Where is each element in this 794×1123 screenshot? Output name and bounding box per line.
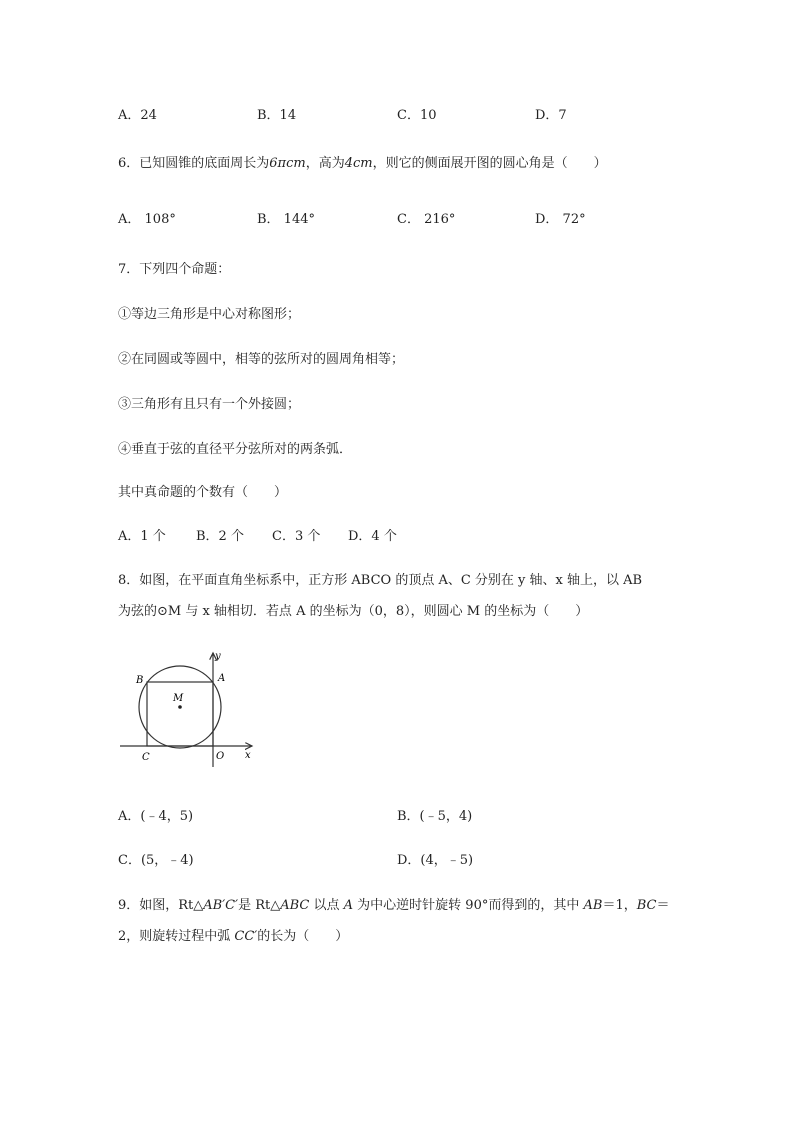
q9-stem-line-1 [118,894,669,913]
q9-math-arc: CC′ [234,929,258,944]
q5-option-d[interactable]: D．7 [535,108,567,123]
q8-stem-line-1: 8．如图，在平面直角坐标系中，正方形 ABCO 的顶点 A、C 分别在 y 轴、x 轴上，以 AB [118,573,643,588]
q9-text-4: 为中心逆时针旋转 90°而得到的，其中 [353,898,584,913]
q6-option-b[interactable]: B． 144° [257,212,315,227]
q5-option-b[interactable]: B．14 [257,108,297,123]
q7-item-1: ①等边三角形是中心对称图形； [118,307,301,322]
q8-option-a[interactable]: A．(﹣4，5) [118,809,194,824]
q9-text-5: ＝1， [602,898,637,913]
q9-text-3: 以点 [309,898,344,913]
q7-stem: 7．下列四个命题： [118,262,231,277]
label-a: A [218,673,226,684]
q6-text-2: ，高为 [305,156,345,171]
q8-figure [118,645,263,770]
q9-math-triangle-prime: AB′C′ [203,898,239,913]
q5-option-a[interactable]: A．24 [118,108,157,123]
q9-math-bc: BC [636,898,657,913]
q9-text-7: 2，则旋转过程中弧 [118,929,235,944]
q6-text-3: ，则它的侧面展开图的圆心角是（ ） [372,156,607,171]
q9-text-1: 9．如图，Rt△ [118,898,204,913]
label-b: B [136,675,144,686]
q7-item-4: ④垂直于弦的直径平分弦所对的两条弧． [118,442,353,457]
q9-math-triangle: ABC [280,898,310,913]
q6-stem [118,152,607,171]
q7-item-2: ②在同圆或等圆中，相等的弦所对的圆周角相等； [118,352,405,367]
q9-text-6: ＝ [656,898,670,913]
q5-option-c[interactable]: C．10 [397,108,437,123]
q7-option-a[interactable]: A．1 个 [118,529,166,544]
q8-option-c[interactable]: C．(5，﹣4) [118,853,194,868]
q6-option-d[interactable]: D． 72° [535,212,586,227]
label-c: C [142,752,150,763]
q7-option-b[interactable]: B．2 个 [196,529,244,544]
q7-item-3: ③三角形有且只有一个外接圆； [118,397,301,412]
q6-option-c[interactable]: C． 216° [397,212,456,227]
q9-text-2: 是 Rt△ [238,898,281,913]
q9-stem-line-2 [118,925,348,944]
q9-math-ab: AB [583,898,603,913]
label-o: O [216,751,225,762]
q8-option-d[interactable]: D．(4，﹣5) [397,853,474,868]
q7-option-c[interactable]: C．3 个 [272,529,321,544]
q6-math-circumference: 6πcm [269,156,306,171]
label-y: y [215,651,221,662]
label-m: M [173,693,184,704]
q8-stem-line-2: 为弦的⊙M 与 x 轴相切．若点 A 的坐标为（0，8），则圆心 M 的坐标为（ ） [118,604,589,619]
q6-option-a[interactable]: A． 108° [118,212,176,227]
q9-text-8: 的长为（ ） [257,929,349,944]
q8-option-b[interactable]: B．(﹣5，4) [397,809,473,824]
q6-math-height: 4cm [344,156,373,171]
square-abco [147,682,213,746]
q7-question: 其中真命题的个数有（ ） [118,485,288,500]
q7-option-d[interactable]: D．4 个 [348,529,397,544]
q9-math-point-a: A [343,898,354,913]
center-point-m [178,705,182,709]
label-x: x [245,750,251,761]
q6-text-1: 6．已知圆锥的底面周长为 [118,156,270,171]
